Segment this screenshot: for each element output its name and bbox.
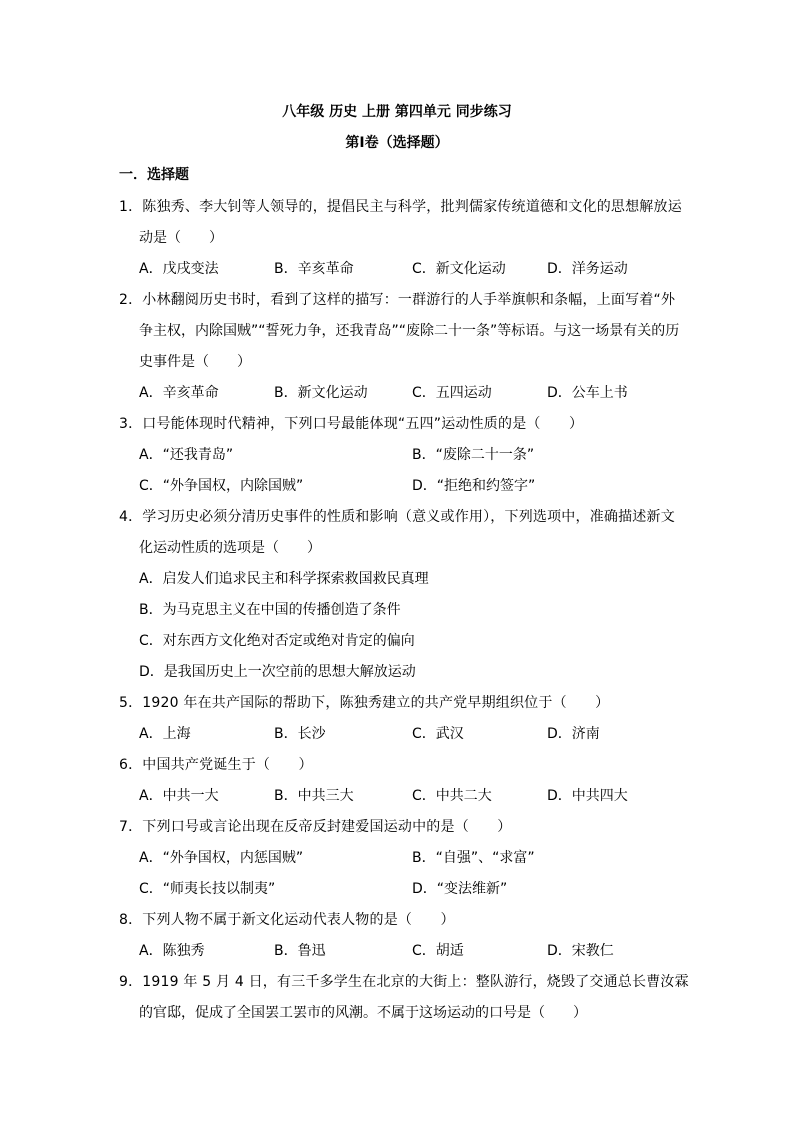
question-text: 化运动性质的选项是（ ） — [139, 540, 321, 556]
option-row — [119, 784, 687, 815]
question-8 — [119, 908, 687, 970]
option-c: C．对东西方文化绝对否定或绝对肯定的偏向 — [139, 633, 415, 649]
option-row — [119, 443, 687, 474]
option-a: A．“还我青岛” — [139, 447, 234, 463]
option-c: C．新文化运动 — [412, 261, 506, 277]
option-row — [119, 846, 687, 877]
option-b: B．“自强”、“求富” — [412, 850, 535, 866]
question-text: 动是（ ） — [139, 230, 223, 246]
question-9 — [119, 970, 687, 1032]
option-row — [119, 381, 687, 412]
option-d: D．“拒绝和约签字” — [412, 478, 536, 494]
question-text: 8．下列人物不属于新文化运动代表人物的是（ ） — [119, 912, 455, 928]
question-text: 9．1919 年 5 月 4 日，有三千多学生在北京的大街上：整队游行，烧毁了交通总长曹汝霖 — [119, 974, 689, 990]
question-5 — [119, 691, 687, 753]
option-b: B．“废除二十一条” — [412, 447, 535, 463]
option-b: B．鲁迅 — [274, 943, 326, 959]
question-text: 史事件是（ ） — [139, 354, 251, 370]
option-c: C．武汉 — [412, 726, 464, 742]
option-c: C．“师夷长技以制夷” — [139, 881, 276, 897]
question-text: 6．中国共产党诞生于（ ） — [119, 757, 313, 773]
option-d: D．中共四大 — [547, 788, 628, 804]
option-c: C．“外争国权，内除国贼” — [139, 478, 304, 494]
question-2 — [119, 288, 687, 412]
option-c: C．胡适 — [412, 943, 464, 959]
option-a: A．中共一大 — [139, 788, 219, 804]
option-d: D．“变法维新” — [412, 881, 508, 897]
option-d: D．洋务运动 — [547, 261, 628, 277]
option-d: D．宋教仁 — [547, 943, 614, 959]
option-d: D．是我国历史上一次空前的思想大解放运动 — [139, 664, 416, 680]
option-d: D．公车上书 — [547, 385, 628, 401]
document-subtitle: 第Ⅰ卷（选择题） — [345, 135, 449, 151]
option-row — [119, 660, 687, 691]
question-list — [119, 195, 687, 1032]
option-a: A．“外争国权，内惩国贼” — [139, 850, 304, 866]
question-text: 4．学习历史必须分清历史事件的性质和影响（意义或作用），下列选项中，准确描述新文 — [119, 509, 675, 525]
question-6 — [119, 753, 687, 815]
option-d: D．济南 — [547, 726, 600, 742]
question-text: 7．下列口号或言论出现在反帝反封建爱国运动中的是（ ） — [119, 819, 512, 835]
option-b: B．辛亥革命 — [274, 261, 354, 277]
question-text: 1．陈独秀、李大钊等人领导的，提倡民主与科学，批判儒家传统道德和文化的思想解放运 — [119, 199, 682, 215]
option-a: A．戊戌变法 — [139, 261, 219, 277]
question-text: 的官邸，促成了全国罢工罢市的风潮。不属于这场运动的口号是（ ） — [139, 1005, 587, 1021]
option-b: B．中共三大 — [274, 788, 354, 804]
question-4 — [119, 505, 687, 691]
option-a: A．辛亥革命 — [139, 385, 219, 401]
question-1 — [119, 195, 687, 288]
option-a: A．陈独秀 — [139, 943, 205, 959]
option-c: C．中共二大 — [412, 788, 492, 804]
question-text: 争主权，内除国贼”“誓死力争，还我青岛”“废除二十一条”等标语。与这一场景有关的历 — [139, 323, 680, 339]
option-b: B．新文化运动 — [274, 385, 368, 401]
document-title: 八年级 历史 上册 第四单元 同步练习 — [282, 104, 512, 120]
option-row — [119, 567, 687, 598]
option-a: A．启发人们追求民主和科学探索救国救民真理 — [139, 571, 429, 587]
option-row — [119, 722, 687, 753]
option-row — [119, 257, 687, 288]
option-b: B．长沙 — [274, 726, 326, 742]
option-a: A．上海 — [139, 726, 191, 742]
option-row — [119, 629, 687, 660]
option-row — [119, 939, 687, 970]
option-b: B．为马克思主义在中国的传播创造了条件 — [139, 602, 401, 618]
section-heading: 一．选择题 — [119, 167, 189, 183]
question-text: 3．口号能体现时代精神，下列口号最能体现“五四”运动性质的是（ ） — [119, 416, 584, 432]
option-row — [119, 877, 687, 908]
question-7 — [119, 815, 687, 908]
question-text: 2．小林翻阅历史书时，看到了这样的描写：一群游行的人手举旗帜和条幅，上面写着“外 — [119, 292, 676, 308]
option-row — [119, 474, 687, 505]
question-3 — [119, 412, 687, 505]
option-row — [119, 598, 687, 629]
option-c: C．五四运动 — [412, 385, 492, 401]
question-text: 5．1920 年在共产国际的帮助下，陈独秀建立的共产党早期组织位于（ ） — [119, 695, 610, 711]
